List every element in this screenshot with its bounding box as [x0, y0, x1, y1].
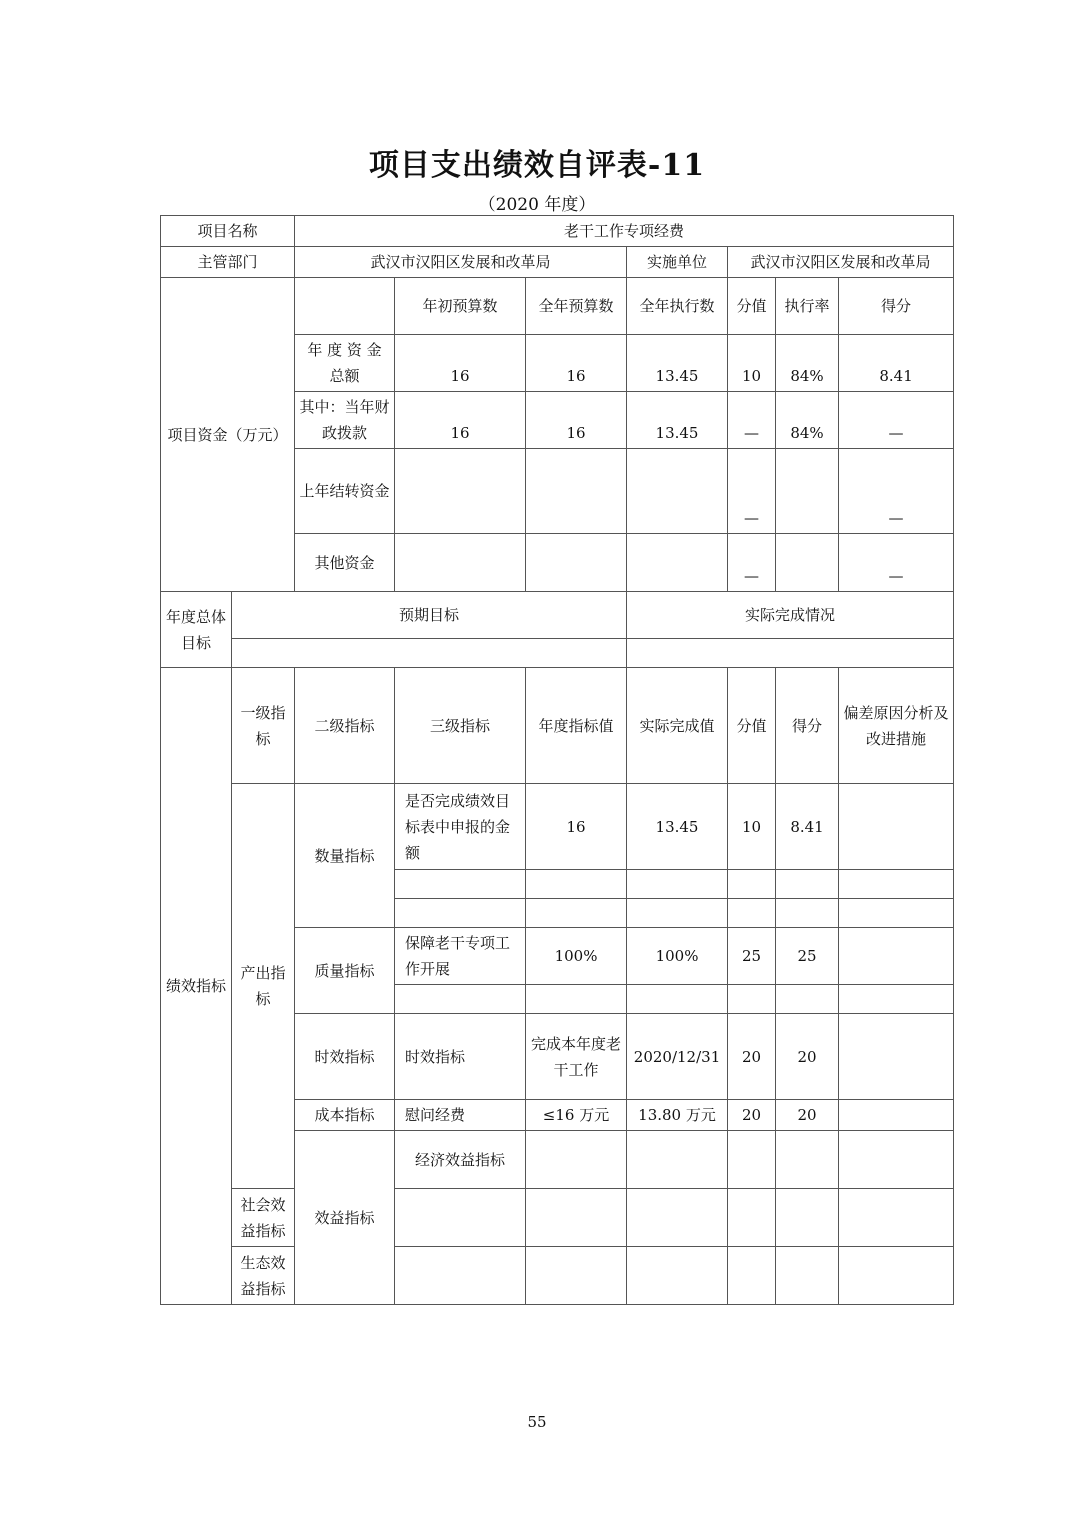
cost-name: 慰问经费 [395, 1100, 526, 1131]
timeliness-target: 完成本年度老干工作 [526, 1014, 627, 1100]
empty-cell [395, 1247, 526, 1305]
empty-cell [839, 985, 954, 1014]
empty-cell [627, 870, 728, 899]
funds-cell: — [839, 392, 954, 449]
goals-actual-label: 实际完成情况 [627, 592, 954, 639]
ind-header-cell: 年度指标值 [526, 668, 627, 784]
timeliness-deviation [839, 1014, 954, 1100]
funds-cell: 84% [776, 392, 839, 449]
impl-label: 实施单位 [627, 247, 728, 278]
empty-cell [627, 985, 728, 1014]
empty-cell [728, 985, 776, 1014]
indicators-label: 绩效指标 [161, 668, 232, 1305]
funds-cell: — [728, 534, 776, 592]
page-number: 55 [527, 1413, 547, 1431]
ind-header-cell: 实际完成值 [627, 668, 728, 784]
timeliness-weight: 20 [728, 1014, 776, 1100]
row-ecological [161, 1247, 954, 1305]
quantity-deviation [839, 784, 954, 870]
funds-cell: 16 [526, 392, 627, 449]
row-goals-header [161, 592, 954, 639]
funds-cell [395, 449, 526, 534]
funds-header-cell: 执行率 [776, 278, 839, 335]
funds-row-label: 其中：当年财政拨款 [295, 392, 395, 449]
funds-cell: 10 [728, 335, 776, 392]
empty-cell [776, 1247, 839, 1305]
goals-label: 年度总体目标 [161, 592, 232, 668]
cost-deviation [839, 1100, 954, 1131]
funds-cell: — [839, 449, 954, 534]
empty-cell [728, 870, 776, 899]
funds-cell: — [839, 534, 954, 592]
timeliness-name: 时效指标 [395, 1014, 526, 1100]
empty-cell [627, 1247, 728, 1305]
project-name-value: 老干工作专项经费 [295, 216, 954, 247]
timeliness-score: 20 [776, 1014, 839, 1100]
empty-cell [627, 1189, 728, 1247]
empty-cell [526, 899, 627, 928]
goals-actual-value [627, 639, 954, 668]
row-quantity [161, 784, 954, 870]
empty-cell [776, 870, 839, 899]
impl-value: 武汉市汉阳区发展和改革局 [728, 247, 954, 278]
timeliness-label: 时效指标 [295, 1014, 395, 1100]
timeliness-actual: 2020/12/31 [627, 1014, 728, 1100]
benefit-indicator-label: 效益指标 [295, 1131, 395, 1305]
empty-cell [776, 1189, 839, 1247]
empty-cell [395, 899, 526, 928]
page-subtitle: （2020 年度） [478, 195, 596, 215]
empty-cell [839, 1189, 954, 1247]
funds-cell: 13.45 [627, 392, 728, 449]
quality-target: 100% [526, 928, 627, 985]
empty-cell [526, 870, 627, 899]
empty-cell [395, 1189, 526, 1247]
empty-cell [728, 1247, 776, 1305]
empty-cell [627, 1131, 728, 1189]
funds-cell: 84% [776, 335, 839, 392]
quality-weight: 25 [728, 928, 776, 985]
funds-header-cell: 全年执行数 [627, 278, 728, 335]
ind-header-cell: 三级指标 [395, 668, 526, 784]
output-indicator-label: 产出指标 [232, 784, 295, 1189]
empty-cell [627, 899, 728, 928]
quantity-target: 16 [526, 784, 627, 870]
funds-cell [526, 449, 627, 534]
empty-cell [839, 1247, 954, 1305]
funds-cell [776, 534, 839, 592]
row-indicators-header [161, 668, 954, 784]
empty-cell [776, 899, 839, 928]
row-goals-values [161, 639, 954, 668]
empty-cell [395, 870, 526, 899]
project-name-label: 项目名称 [161, 216, 295, 247]
row-social [161, 1189, 954, 1247]
ind-header-cell: 二级指标 [295, 668, 395, 784]
goals-expected-value [232, 639, 627, 668]
funds-cell [627, 449, 728, 534]
cost-label: 成本指标 [295, 1100, 395, 1131]
cost-actual: 13.80 万元 [627, 1100, 728, 1131]
ind-header-cell: 分值 [728, 668, 776, 784]
funds-cell: 8.41 [839, 335, 954, 392]
funds-row-label: 其他资金 [295, 534, 395, 592]
funds-cell: 16 [526, 335, 627, 392]
funds-row-label: 年 度 资 金 总额 [295, 335, 395, 392]
funds-header-cell: 得分 [839, 278, 954, 335]
cost-target: ≤16 万元 [526, 1100, 627, 1131]
ind-header-cell: 得分 [776, 668, 839, 784]
quality-actual: 100% [627, 928, 728, 985]
empty-cell [395, 985, 526, 1014]
performance-table [160, 215, 954, 1305]
ecological-label: 生态效益指标 [232, 1247, 295, 1305]
empty-cell [526, 1247, 627, 1305]
funds-cell [776, 449, 839, 534]
row-department [161, 247, 954, 278]
empty-cell [526, 1131, 627, 1189]
funds-cell: — [728, 392, 776, 449]
empty-cell [839, 1131, 954, 1189]
empty-cell [526, 985, 627, 1014]
quantity-label: 数量指标 [295, 784, 395, 928]
goals-expected-label: 预期目标 [232, 592, 627, 639]
quantity-name: 是否完成绩效目标表中申报的金额 [395, 784, 526, 870]
funds-row-label: 上年结转资金 [295, 449, 395, 534]
empty-cell [776, 1131, 839, 1189]
quantity-score: 8.41 [776, 784, 839, 870]
quality-score: 25 [776, 928, 839, 985]
page-title: 项目支出绩效自评表-11 [368, 148, 706, 183]
funds-header-cell: 年初预算数 [395, 278, 526, 335]
funds-label: 项目资金（万元） [161, 278, 295, 592]
quality-name: 保障老干专项工作开展 [395, 928, 526, 985]
empty-cell [839, 899, 954, 928]
funds-cell [526, 534, 627, 592]
funds-cell: 13.45 [627, 335, 728, 392]
cost-weight: 20 [728, 1100, 776, 1131]
empty-cell [728, 1131, 776, 1189]
empty-cell [728, 899, 776, 928]
dept-value: 武汉市汉阳区发展和改革局 [295, 247, 627, 278]
dept-label: 主管部门 [161, 247, 295, 278]
empty-cell [728, 1189, 776, 1247]
quality-label: 质量指标 [295, 928, 395, 1014]
row-project-name [161, 216, 954, 247]
social-label: 社会效益指标 [232, 1189, 295, 1247]
economic-label: 经济效益指标 [395, 1131, 526, 1189]
empty-cell [776, 985, 839, 1014]
funds-cell: — [728, 449, 776, 534]
quantity-actual: 13.45 [627, 784, 728, 870]
empty-cell [839, 870, 954, 899]
funds-cell: 16 [395, 392, 526, 449]
ind-header-cell: 一级指标 [232, 668, 295, 784]
funds-header-empty [295, 278, 395, 335]
ind-header-cell: 偏差原因分析及改进措施 [839, 668, 954, 784]
funds-header-cell: 全年预算数 [526, 278, 627, 335]
funds-cell [627, 534, 728, 592]
cost-score: 20 [776, 1100, 839, 1131]
quality-deviation [839, 928, 954, 985]
row-funds-header [161, 278, 954, 335]
quantity-weight: 10 [728, 784, 776, 870]
empty-cell [526, 1189, 627, 1247]
funds-header-cell: 分值 [728, 278, 776, 335]
funds-cell: 16 [395, 335, 526, 392]
funds-cell [395, 534, 526, 592]
